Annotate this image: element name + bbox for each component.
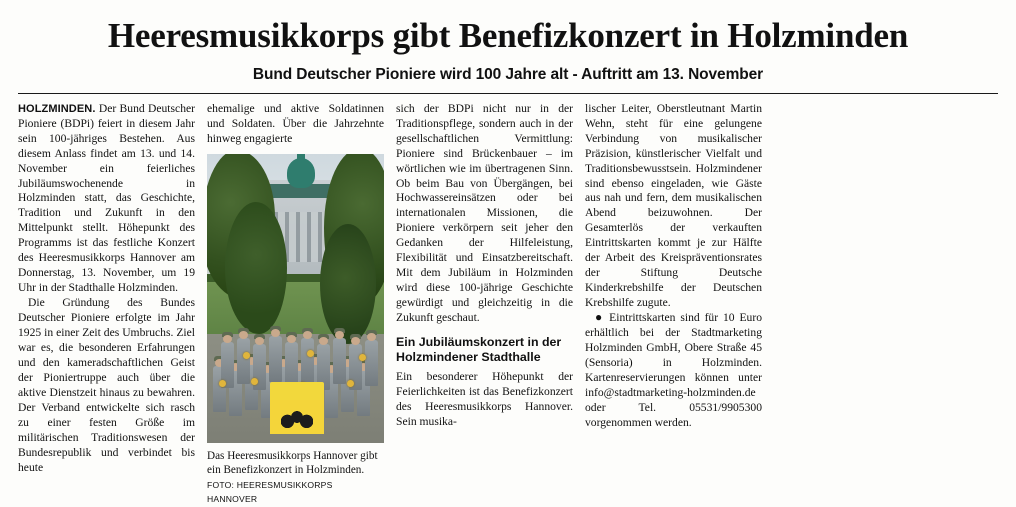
column-3-subheading: Ein Jubiläumskonzert in der Holzmindener Stadthalle bbox=[396, 335, 562, 365]
photo-caption-text: Das Heeresmusikkorps Hannover gibt ein Benefizkonzert in Holzminden. bbox=[207, 449, 378, 477]
article-column-3 bbox=[396, 102, 573, 430]
dateline: HOLZMINDEN. bbox=[18, 102, 96, 115]
header-divider bbox=[18, 93, 998, 94]
photo-drum-emblem bbox=[281, 406, 313, 428]
column-1-paragraph-1-text: Der Bund Deutscher Pioniere (BDPi) feiert in diesem Jahr sein 100-jähriges Bestehen. Aus diesem Anlass findet am 13. und 14. November ein feierliches Jubiläumswochenende in Holzminden statt, das Geschichte, Tradition und Zukunft in den Mittelpunkt stellt. Höhepunkt des Programms ist das festliche Konzert des Heeresmusikkorps Hannover am Donnerstag, 13. November, um 19 Uhr in der Stadthalle Holzminden. bbox=[18, 101, 195, 295]
article-subheadline: Bund Deutscher Pioniere wird 100 Jahre alt - Auftritt am 13. November bbox=[252, 65, 764, 83]
photo-tree-left-2 bbox=[225, 202, 287, 334]
article-photo-figure bbox=[207, 154, 384, 507]
column-3-paragraph-2: Ein besonderer Höhepunkt der Feierlichkeiten ist das Benefizkonzert des Heeresmusikkorps Hannover. Sein musika- bbox=[396, 370, 573, 429]
page-title: Heeresmusikkorps gibt Benefizkonzert in Holzminden bbox=[107, 16, 909, 55]
photo-dome bbox=[287, 158, 315, 188]
article-photo bbox=[207, 154, 384, 443]
column-1-paragraph-2: Die Gründung des Bundes Deutscher Pioniere erfolgte im Jahr 1925 in einer Zeit des Umbruchs. Ziel war es, die besonderen Erfahrungen und den kameradschaftlichen Geist der Pioniertruppe auch über die aktive Dienstzeit hinaus zu bewahren. Der Verband entwickelte sich rasch zu einer festen Größe im militärischen Traditionswesen der Bundesrepublik und verbindet bis heute bbox=[18, 296, 195, 474]
photo-credit: FOTO: HEERESMUSIKKORPS HANNOVER bbox=[207, 479, 333, 505]
bullet-icon: ● bbox=[595, 310, 605, 325]
article-column-4 bbox=[585, 102, 762, 431]
photo-dome-spire bbox=[297, 154, 305, 162]
column-1-first-paragraph bbox=[18, 102, 195, 296]
column-3-paragraph-1: sich der BDPi nicht nur in der Traditionspflege, sondern auch in der gesellschaftlichen Vermittlung: Pioniere sind Brückenbauer – im wörtlichen wie im übertragenen Sinn. Ob beim Bau von Übergängen, bei Hochwassereinsätzen oder bei internationalen Missionen, die Pioniere verkörpern seit jeher den Gedanken der Hilfeleistung, Flexibilität und Einsatzbereitschaft. Mit dem Jubiläum in Holzminden wird diese 100-jährige Geschichte gewürdigt und gleichzeitig in die Zukunft geschaut. bbox=[396, 101, 573, 325]
column-4-info-paragraph bbox=[585, 311, 762, 431]
article-columns bbox=[18, 102, 998, 507]
column-2-paragraph-1: ehemalige und aktive Soldatinnen und Soldaten. Über die Jahrzehnte hinweg engagierte bbox=[207, 101, 384, 145]
column-4-paragraph-1: lischer Leiter, Oberstleutnant Martin Wehn, steht für eine gelungene Verbindung von musikalischer Präzision, künstlerischer Vielfalt und Traditionsbewusstsein. Holzmindener sind ebenso eingeladen, wie Gäste aus nah und fern, dem musikalischen Abend beizuwohnen. Der Gesamterlös der verkauften Eintrittskarten kommt je zur Hälfte der Arbeit des Kreispräventionsrates der Stiftung Deutsche Kinderkrebshilfe der Deutschen Krebshilfe zugute. bbox=[585, 101, 762, 310]
photo-drum-banner-top bbox=[270, 382, 324, 402]
column-4-paragraph-2-text: Eintrittskarten sind für 10 Euro erhältlich bei der Stadtmarketing Holzminden GmbH, Obere Straße 45 (Sensoria) in Holzminden. Kartenreservierungen können unter info@stadtmarketing-holzminden.de oder Tel. 05531/9905300 vorgenommen werden. bbox=[585, 311, 762, 429]
photo-caption bbox=[207, 449, 384, 507]
article-column-1 bbox=[18, 102, 195, 476]
article-column-2 bbox=[207, 102, 384, 507]
